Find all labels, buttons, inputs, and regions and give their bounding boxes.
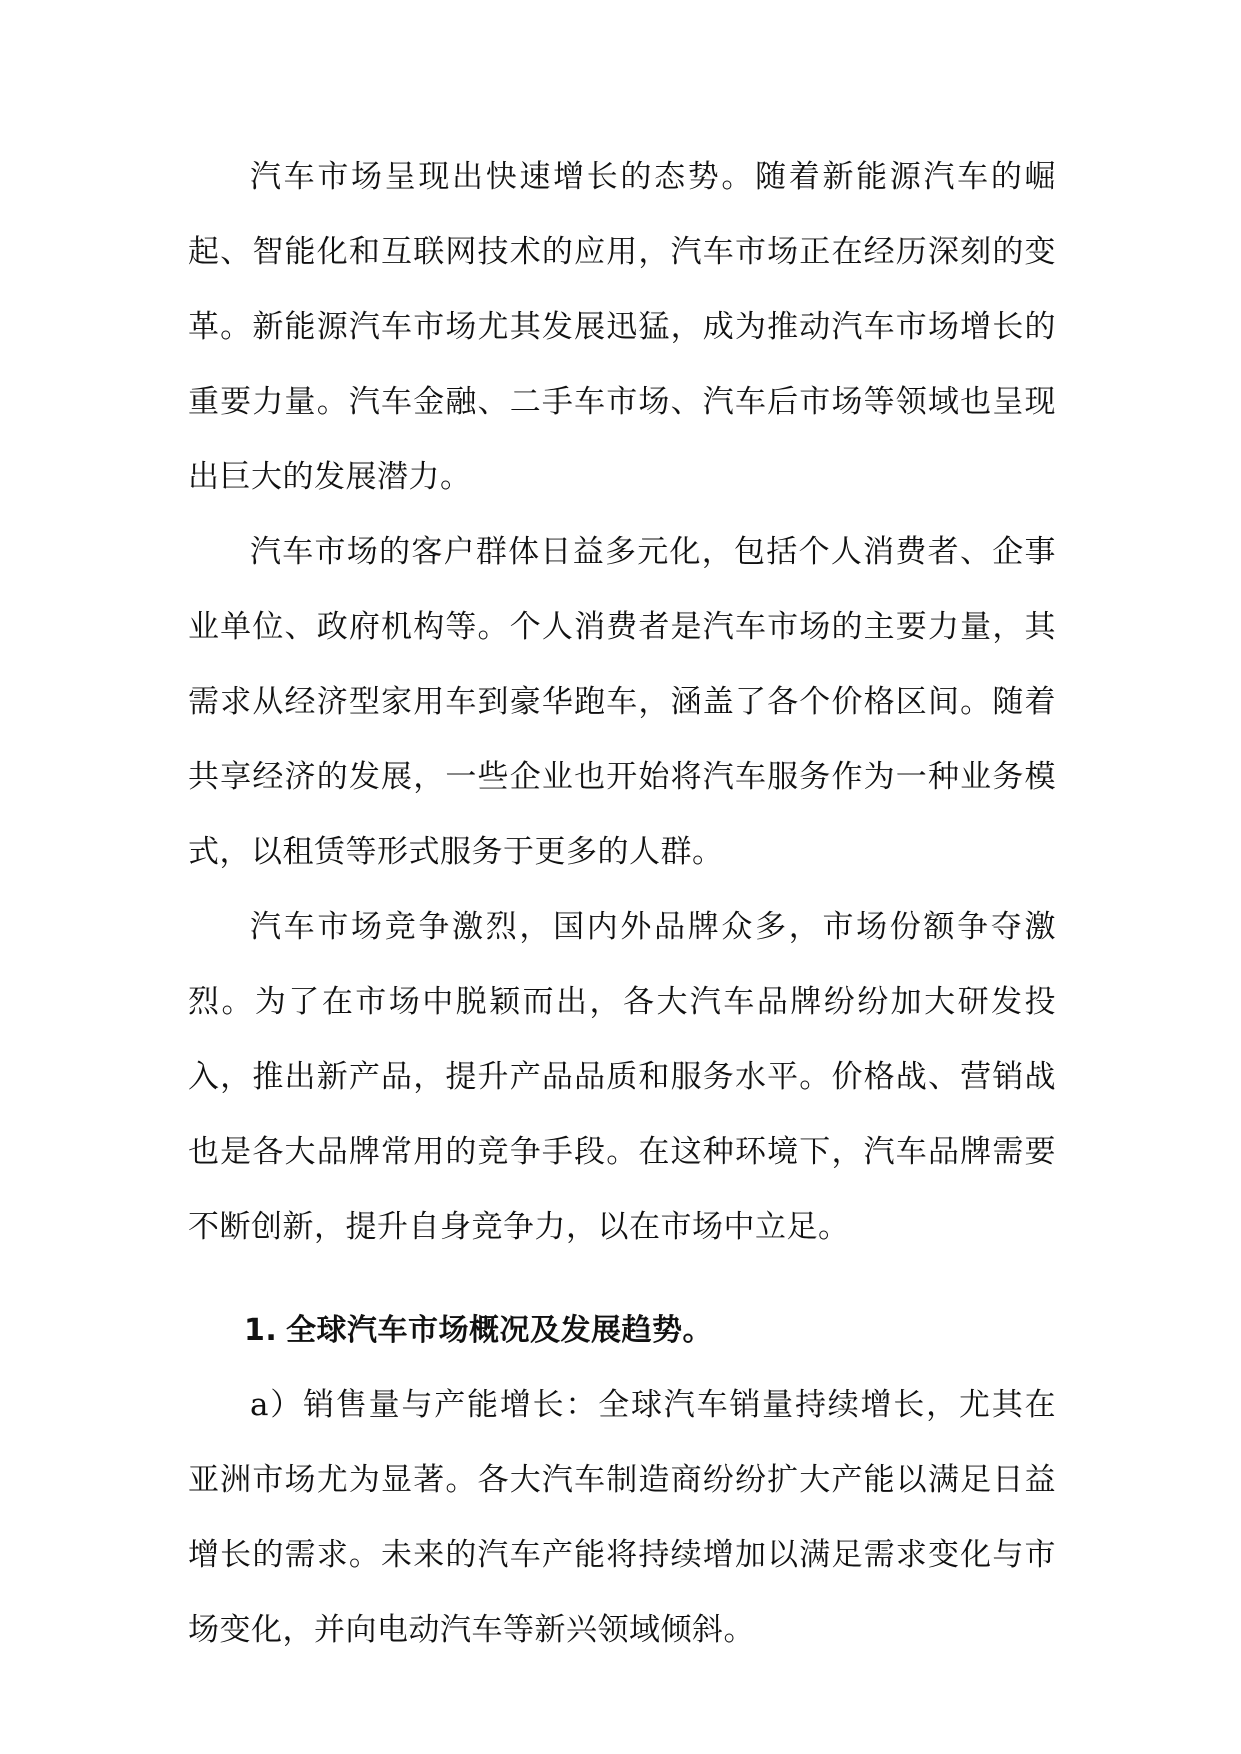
section-number: 1. bbox=[244, 1313, 278, 1348]
paragraph-customer-groups: 汽车市场的客户群体日益多元化，包括个人消费者、企事业单位、政府机构等。个人消费者是汽车市场的主要力量，其需求从经济型家用车到豪华跑车，涵盖了各个价格区间。随着共享经济的发展，一些企业也开始将汽车服务作为一种业务模式，以租赁等形式服务于更多的人群。 bbox=[188, 534, 1056, 870]
section-title: 全球汽车市场概况及发展趋势。 bbox=[286, 1313, 713, 1348]
section-heading bbox=[188, 1293, 1056, 1368]
section-spacer bbox=[188, 1265, 1056, 1293]
paragraph-competition: 汽车市场竞争激烈，国内外品牌众多，市场份额争夺激烈。为了在市场中脱颖而出，各大汽车品牌纷纷加大研发投入，推出新产品，提升产品品质和服务水平。价格战、营销战也是各大品牌常用的竞争手段。在这种环境下，汽车品牌需要不断创新，提升自身竞争力，以在市场中立足。 bbox=[188, 909, 1056, 1245]
paragraph-sales-capacity: a）销售量与产能增长：全球汽车销量持续增长，尤其在亚洲市场尤为显著。各大汽车制造商纷纷扩大产能以满足日益增长的需求。未来的汽车产能将持续增加以满足需求变化与市场变化，并向电动汽车等新兴领域倾斜。 bbox=[188, 1387, 1056, 1648]
paragraph-market-growth: 汽车市场呈现出快速增长的态势。随着新能源汽车的崛起、智能化和互联网技术的应用，汽车市场正在经历深刻的变革。新能源汽车市场尤其发展迅猛，成为推动汽车市场增长的重要力量。汽车金融、二手车市场、汽车后市场等领域也呈现出巨大的发展潜力。 bbox=[188, 159, 1056, 495]
document-body bbox=[188, 140, 1056, 1668]
